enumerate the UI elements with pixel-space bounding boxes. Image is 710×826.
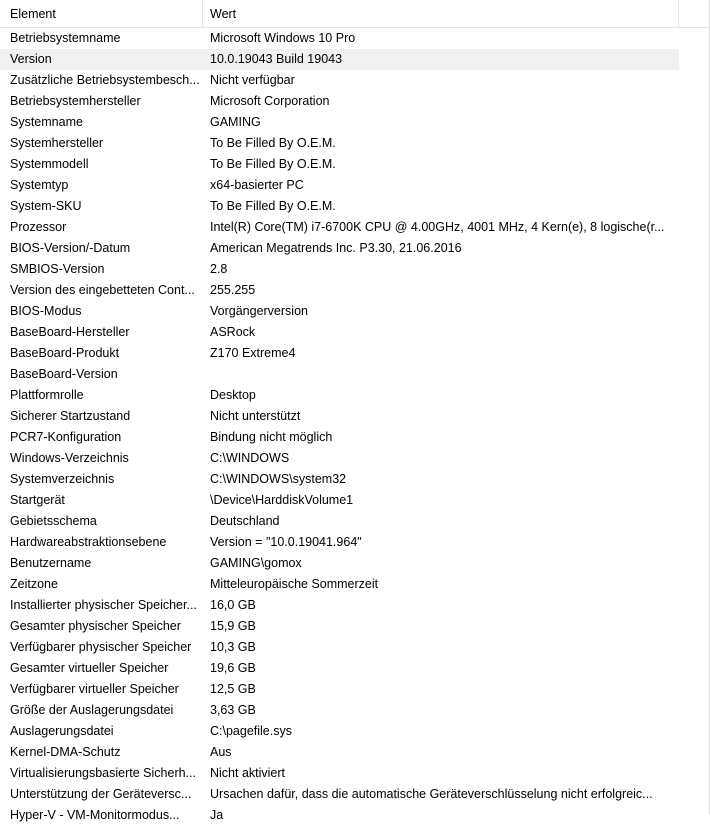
list-row[interactable] [0, 406, 710, 427]
row-element-cell: Hyper-V - VM-Monitormodus... [10, 808, 180, 822]
row-value-cell: Bindung nicht möglich [210, 430, 333, 444]
row-element-cell: Systemhersteller [10, 136, 104, 150]
row-value-cell: \Device\HarddiskVolume1 [210, 493, 354, 507]
row-element-cell: BaseBoard-Version [10, 367, 118, 381]
list-row[interactable] [0, 469, 710, 490]
row-element-cell: Systemtyp [10, 178, 69, 192]
list-row[interactable] [0, 91, 710, 112]
row-element-cell: Virtualisierungsbasierte Sicherh... [10, 766, 196, 780]
column-header-value[interactable]: Wert [203, 0, 679, 28]
row-value-cell: Ja [210, 808, 224, 822]
list-row[interactable] [0, 742, 710, 763]
row-element-cell: Prozessor [10, 220, 67, 234]
row-value-cell: Nicht verfügbar [210, 73, 295, 87]
list-row[interactable] [0, 112, 710, 133]
row-element-cell: Startgerät [10, 493, 65, 507]
row-value-cell: Version = "10.0.19041.964" [210, 535, 362, 549]
row-element-cell: BIOS-Version/-Datum [10, 241, 131, 255]
list-row[interactable] [0, 616, 710, 637]
row-element-cell: Windows-Verzeichnis [10, 451, 129, 465]
list-row[interactable] [0, 490, 710, 511]
row-element-cell: Version des eingebetteten Cont... [10, 283, 195, 297]
row-element-cell: Hardwareabstraktionsebene [10, 535, 167, 549]
row-element-cell: Gebietsschema [10, 514, 97, 528]
list-row[interactable] [0, 49, 679, 70]
list-row[interactable] [0, 133, 710, 154]
row-element-cell: Systemverzeichnis [10, 472, 115, 486]
row-element-cell: BaseBoard-Produkt [10, 346, 120, 360]
list-row[interactable] [0, 679, 710, 700]
row-element-cell: Unterstützung der Geräteversc... [10, 787, 192, 801]
row-value-cell: Nicht unterstützt [210, 409, 301, 423]
row-value-cell: 12,5 GB [210, 682, 256, 696]
row-element-cell: Betriebsystemname [10, 31, 121, 45]
row-value-cell: Microsoft Windows 10 Pro [210, 31, 356, 45]
list-row[interactable] [0, 343, 710, 364]
list-row[interactable] [0, 238, 710, 259]
list-row[interactable] [0, 595, 710, 616]
row-value-cell: 3,63 GB [210, 703, 256, 717]
row-value-cell: To Be Filled By O.E.M. [210, 136, 336, 150]
list-row[interactable] [0, 259, 710, 280]
list-row[interactable] [0, 784, 710, 805]
row-element-cell: Sicherer Startzustand [10, 409, 131, 423]
row-value-cell: Desktop [210, 388, 256, 402]
list-header [0, 0, 710, 28]
row-element-cell: Systemname [10, 115, 83, 129]
list-row[interactable] [0, 637, 710, 658]
row-value-cell: 2.8 [210, 262, 228, 276]
row-value-cell: Aus [210, 745, 232, 759]
row-value-cell: Vorgängerversion [210, 304, 308, 318]
row-value-cell: 10.0.19043 Build 19043 [203, 49, 677, 70]
row-element-cell: Zeitzone [10, 577, 58, 591]
list-row[interactable] [0, 574, 710, 595]
row-element-cell: Auslagerungsdatei [10, 724, 114, 738]
list-row[interactable] [0, 700, 710, 721]
row-element-cell: Zusätzliche Betriebsystembesch... [10, 73, 200, 87]
row-element-cell: System-SKU [10, 199, 82, 213]
list-row[interactable] [0, 553, 710, 574]
list-row[interactable] [0, 364, 710, 385]
row-value-cell: 15,9 GB [210, 619, 256, 633]
list-row[interactable] [0, 532, 710, 553]
list-row[interactable] [0, 658, 710, 679]
list-body [0, 28, 710, 826]
row-value-cell: 255.255 [210, 283, 256, 297]
row-element-cell: Version [0, 49, 203, 70]
row-element-cell: Gesamter virtueller Speicher [10, 661, 169, 675]
list-row[interactable] [0, 175, 710, 196]
row-value-cell: x64-basierter PC [210, 178, 304, 192]
row-value-cell: 16,0 GB [210, 598, 256, 612]
row-value-cell: Deutschland [210, 514, 280, 528]
row-value-cell: ASRock [210, 325, 256, 339]
list-row[interactable] [0, 721, 710, 742]
row-value-cell: C:\pagefile.sys [210, 724, 292, 738]
row-value-cell: C:\WINDOWS [210, 451, 290, 465]
list-row[interactable] [0, 385, 710, 406]
row-value-cell: To Be Filled By O.E.M. [210, 199, 336, 213]
row-element-cell: Kernel-DMA-Schutz [10, 745, 121, 759]
row-value-cell: To Be Filled By O.E.M. [210, 157, 336, 171]
row-value-cell: 19,6 GB [210, 661, 256, 675]
list-row[interactable] [0, 196, 710, 217]
row-value-cell: GAMING\gomox [210, 556, 302, 570]
list-row[interactable] [0, 28, 710, 49]
row-value-cell: 10,3 GB [210, 640, 256, 654]
row-element-cell: Verfügbarer physischer Speicher [10, 640, 192, 654]
list-row[interactable] [0, 154, 710, 175]
row-element-cell: Plattformrolle [10, 388, 84, 402]
row-element-cell: Gesamter physischer Speicher [10, 619, 181, 633]
row-element-cell: Installierter physischer Speicher... [10, 598, 197, 612]
row-element-cell: Benutzername [10, 556, 92, 570]
list-row[interactable] [0, 217, 710, 238]
list-row[interactable] [0, 448, 710, 469]
row-value-cell: Z170 Extreme4 [210, 346, 296, 360]
row-element-cell: Systemmodell [10, 157, 89, 171]
list-row[interactable] [0, 511, 710, 532]
list-row[interactable] [0, 301, 710, 322]
column-header-element[interactable]: Element [0, 0, 203, 28]
row-value-cell: Intel(R) Core(TM) i7-6700K CPU @ 4.00GHz, 4001 MHz, 4 Kern(e), 8 logische(r... [210, 220, 665, 234]
row-element-cell: BaseBoard-Hersteller [10, 325, 130, 339]
row-element-cell: Verfügbarer virtueller Speicher [10, 682, 179, 696]
list-row[interactable] [0, 70, 710, 91]
list-row[interactable] [0, 805, 710, 826]
row-element-cell: Größe der Auslagerungsdatei [10, 703, 174, 717]
row-value-cell: Ursachen dafür, dass die automatische Geräteverschlüsselung nicht erfolgreic... [210, 787, 653, 801]
row-value-cell: American Megatrends Inc. P3.30, 21.06.2016 [210, 241, 462, 255]
list-row[interactable] [0, 280, 710, 301]
row-value-cell: C:\WINDOWS\system32 [210, 472, 347, 486]
list-row[interactable] [0, 427, 710, 448]
row-element-cell: Betriebsystemhersteller [10, 94, 141, 108]
list-row[interactable] [0, 763, 710, 784]
column-header-filler [679, 0, 710, 28]
row-value-cell: Microsoft Corporation [210, 94, 330, 108]
row-element-cell: SMBIOS-Version [10, 262, 105, 276]
list-row[interactable] [0, 322, 710, 343]
row-element-cell: BIOS-Modus [10, 304, 82, 318]
row-value-cell: Mitteleuropäische Sommerzeit [210, 577, 379, 591]
row-value-cell: Nicht aktiviert [210, 766, 286, 780]
row-value-cell: GAMING [210, 115, 261, 129]
row-element-cell: PCR7-Konfiguration [10, 430, 122, 444]
